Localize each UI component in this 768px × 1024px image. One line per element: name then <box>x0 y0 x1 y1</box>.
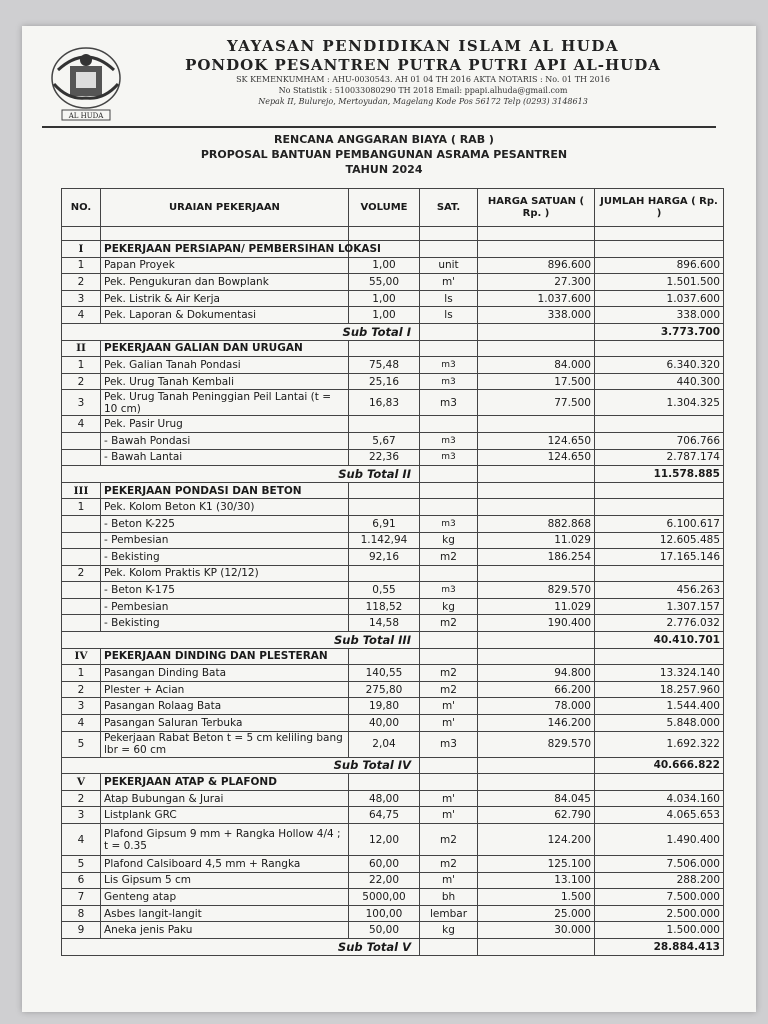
item-description: Pasangan Saluran Terbuka <box>101 715 349 732</box>
item-unit-price: 1.037.600 <box>478 290 595 307</box>
item-unit-price: 338.000 <box>478 307 595 324</box>
item-number: 2 <box>62 565 101 582</box>
item-volume: 275,80 <box>349 681 420 698</box>
item-total: 1.304.325 <box>595 390 724 416</box>
item-description: - Beton K-225 <box>101 515 349 532</box>
item-unit: m' <box>420 872 478 889</box>
section-row <box>62 241 724 258</box>
item-number: 4 <box>62 307 101 324</box>
item-description: Pek. Urug Tanah Kembali <box>101 373 349 390</box>
section-number: II <box>62 340 101 357</box>
empty-cell <box>420 632 478 649</box>
item-unit-price <box>478 416 595 433</box>
item-total: 2.500.000 <box>595 905 724 922</box>
item-description: Pek. Galian Tanah Pondasi <box>101 357 349 374</box>
table-body <box>62 241 724 956</box>
item-number <box>62 615 101 632</box>
table-row <box>62 449 724 466</box>
item-number: 7 <box>62 889 101 906</box>
item-number: 1 <box>62 357 101 374</box>
table-row <box>62 274 724 291</box>
title-year: TAHUN 2024 <box>345 163 423 176</box>
item-total: 440.300 <box>595 373 724 390</box>
item-unit-price: 124.200 <box>478 824 595 856</box>
subtotal-label: Sub Total IV <box>62 757 420 774</box>
item-number: 2 <box>62 274 101 291</box>
item-total: 4.034.160 <box>595 790 724 807</box>
table-row <box>62 615 724 632</box>
empty-cell <box>420 340 478 357</box>
empty-cell <box>349 340 420 357</box>
col-no: NO. <box>62 189 101 227</box>
empty-cell <box>595 648 724 665</box>
item-description: Pek. Kolom Praktis KP (12/12) <box>101 565 349 582</box>
empty-cell <box>478 938 595 955</box>
item-volume: 64,75 <box>349 807 420 824</box>
item-unit-price: 190.400 <box>478 615 595 632</box>
col-volume: VOLUME <box>349 189 420 227</box>
subtotal-row <box>62 938 724 955</box>
item-number <box>62 449 101 466</box>
item-volume <box>349 499 420 516</box>
item-number: 3 <box>62 290 101 307</box>
item-unit: m2 <box>420 856 478 873</box>
item-unit-price: 1.500 <box>478 889 595 906</box>
subtotal-value: 28.884.413 <box>595 938 724 955</box>
item-description: Pek. Pasir Urug <box>101 416 349 433</box>
item-volume: 22,00 <box>349 872 420 889</box>
empty-cell <box>478 340 595 357</box>
item-unit: m3 <box>420 582 478 599</box>
section-row <box>62 340 724 357</box>
item-unit: ls <box>420 290 478 307</box>
empty-cell <box>478 466 595 483</box>
item-volume: 25,16 <box>349 373 420 390</box>
item-description: - Bekisting <box>101 549 349 566</box>
item-unit-price: 829.570 <box>478 731 595 757</box>
item-total: 1.490.400 <box>595 824 724 856</box>
col-uraian: URAIAN PEKERJAAN <box>101 189 349 227</box>
table-row <box>62 416 724 433</box>
section-title: PEKERJAAN ATAP & PLAFOND <box>101 774 349 791</box>
item-unit: unit <box>420 257 478 274</box>
address: Nepak II, Bulurejo, Mertoyudan, Magelang Kode Pos 56172 Telp (0293) 3148613 <box>258 97 588 106</box>
empty-cell <box>478 323 595 340</box>
item-volume: 2,04 <box>349 731 420 757</box>
item-unit: m2 <box>420 615 478 632</box>
item-number: 8 <box>62 905 101 922</box>
section-row <box>62 482 724 499</box>
item-total: 5.848.000 <box>595 715 724 732</box>
item-unit: m3 <box>420 731 478 757</box>
item-total: 706.766 <box>595 432 724 449</box>
item-description: Asbes langit-langit <box>101 905 349 922</box>
subtotal-row <box>62 466 724 483</box>
item-number: 6 <box>62 872 101 889</box>
blank-row <box>62 227 724 241</box>
item-unit: m3 <box>420 449 478 466</box>
pesantren-logo-icon <box>48 40 124 126</box>
section-title: PEKERJAAN GALIAN DAN URUGAN <box>101 340 349 357</box>
empty-cell <box>420 323 478 340</box>
item-description: Pekerjaan Rabat Beton t = 5 cm keliling bang lbr = 60 cm <box>101 731 349 757</box>
item-description: Aneka jenis Paku <box>101 922 349 939</box>
subtotal-label: Sub Total III <box>62 632 420 649</box>
item-description: Lis Gipsum 5 cm <box>101 872 349 889</box>
empty-cell <box>420 648 478 665</box>
item-description: - Beton K-175 <box>101 582 349 599</box>
item-volume: 5000,00 <box>349 889 420 906</box>
item-volume: 1,00 <box>349 257 420 274</box>
empty-cell <box>478 757 595 774</box>
item-volume: 100,00 <box>349 905 420 922</box>
empty-cell <box>420 241 478 258</box>
item-number <box>62 549 101 566</box>
item-description: Pek. Kolom Beton K1 (30/30) <box>101 499 349 516</box>
item-number: 5 <box>62 856 101 873</box>
item-total: 7.506.000 <box>595 856 724 873</box>
item-volume: 60,00 <box>349 856 420 873</box>
empty-cell <box>420 482 478 499</box>
item-unit-price: 66.200 <box>478 681 595 698</box>
table-row <box>62 432 724 449</box>
item-number: 9 <box>62 922 101 939</box>
item-volume: 1,00 <box>349 290 420 307</box>
item-total: 6.100.617 <box>595 515 724 532</box>
item-volume: 19,80 <box>349 698 420 715</box>
table-row <box>62 582 724 599</box>
item-unit-price: 13.100 <box>478 872 595 889</box>
foundation-name: YAYASAN PENDIDIKAN ISLAM AL HUDA <box>226 37 620 55</box>
item-number: 3 <box>62 807 101 824</box>
item-unit: m' <box>420 698 478 715</box>
empty-cell <box>595 482 724 499</box>
item-volume: 1,00 <box>349 307 420 324</box>
item-description: Pek. Pengukuran dan Bowplank <box>101 274 349 291</box>
item-number: 3 <box>62 698 101 715</box>
item-unit-price: 77.500 <box>478 390 595 416</box>
item-unit: m2 <box>420 665 478 682</box>
letterhead <box>42 36 716 128</box>
item-description: Genteng atap <box>101 889 349 906</box>
item-description: Atap Bubungan & Jurai <box>101 790 349 807</box>
item-number: 5 <box>62 731 101 757</box>
table-row <box>62 532 724 549</box>
item-volume: 5,67 <box>349 432 420 449</box>
item-total: 1.037.600 <box>595 290 724 307</box>
item-description: Pasangan Rolaag Bata <box>101 698 349 715</box>
item-total: 338.000 <box>595 307 724 324</box>
item-volume: 55,00 <box>349 274 420 291</box>
empty-cell <box>420 757 478 774</box>
item-description: Pek. Urug Tanah Peninggian Peil Lantai (t = 10 cm) <box>101 390 349 416</box>
item-description: - Pembesian <box>101 532 349 549</box>
budget-table <box>61 188 724 956</box>
section-title: PEKERJAAN PERSIAPAN/ PEMBERSIHAN LOKASI <box>101 241 349 258</box>
item-unit: kg <box>420 532 478 549</box>
item-volume: 16,83 <box>349 390 420 416</box>
item-volume: 118,52 <box>349 598 420 615</box>
school-name: PONDOK PESANTREN PUTRA PUTRI API AL-HUDA <box>185 56 661 74</box>
item-unit-price: 882.868 <box>478 515 595 532</box>
item-unit: m' <box>420 807 478 824</box>
item-number <box>62 598 101 615</box>
item-unit-price: 30.000 <box>478 922 595 939</box>
subtotal-value: 11.578.885 <box>595 466 724 483</box>
item-total: 2.776.032 <box>595 615 724 632</box>
item-total: 288.200 <box>595 872 724 889</box>
item-unit-price: 186.254 <box>478 549 595 566</box>
item-total: 1.544.400 <box>595 698 724 715</box>
table-row <box>62 905 724 922</box>
item-unit: m2 <box>420 549 478 566</box>
item-total: 1.307.157 <box>595 598 724 615</box>
table-row <box>62 515 724 532</box>
item-number: 2 <box>62 373 101 390</box>
table-row <box>62 715 724 732</box>
item-unit-price: 84.045 <box>478 790 595 807</box>
subtotal-row <box>62 757 724 774</box>
table-row <box>62 499 724 516</box>
table-row <box>62 824 724 856</box>
item-description: Pek. Laporan & Dokumentasi <box>101 307 349 324</box>
document-titles <box>0 132 768 177</box>
section-number: III <box>62 482 101 499</box>
table-row <box>62 665 724 682</box>
item-volume <box>349 565 420 582</box>
item-unit: m3 <box>420 432 478 449</box>
item-number: 3 <box>62 390 101 416</box>
item-unit-price: 94.800 <box>478 665 595 682</box>
item-unit-price: 125.100 <box>478 856 595 873</box>
item-number <box>62 532 101 549</box>
item-unit <box>420 565 478 582</box>
empty-cell <box>420 466 478 483</box>
item-number: 1 <box>62 257 101 274</box>
item-number: 2 <box>62 681 101 698</box>
table-row <box>62 357 724 374</box>
table-row <box>62 790 724 807</box>
title-proposal: PROPOSAL BANTUAN PEMBANGUNAN ASRAMA PESANTREN <box>200 148 568 161</box>
item-unit-price: 78.000 <box>478 698 595 715</box>
subtotal-value: 40.666.822 <box>595 757 724 774</box>
col-sat: SAT. <box>420 189 478 227</box>
item-volume: 12,00 <box>349 824 420 856</box>
item-number: 4 <box>62 824 101 856</box>
item-volume: 22,36 <box>349 449 420 466</box>
item-unit: m3 <box>420 357 478 374</box>
item-total: 4.065.653 <box>595 807 724 824</box>
item-description: Listplank GRC <box>101 807 349 824</box>
item-total: 2.787.174 <box>595 449 724 466</box>
item-description: - Bawah Lantai <box>101 449 349 466</box>
item-volume: 92,16 <box>349 549 420 566</box>
logo-caption: AL HUDA <box>68 112 104 120</box>
item-unit: kg <box>420 598 478 615</box>
statistic-email: No Statistik : 510033080290 TH 2018 Email: ppapi.alhuda@gmail.com <box>278 86 568 95</box>
table-row <box>62 598 724 615</box>
item-unit: ls <box>420 307 478 324</box>
item-unit: m3 <box>420 390 478 416</box>
item-unit-price: 124.650 <box>478 449 595 466</box>
subtotal-row <box>62 323 724 340</box>
item-unit: m' <box>420 274 478 291</box>
item-total: 1.500.000 <box>595 922 724 939</box>
item-number: 4 <box>62 715 101 732</box>
section-number: I <box>62 241 101 258</box>
item-total: 13.324.140 <box>595 665 724 682</box>
title-rab: RENCANA ANGGARAN BIAYA ( RAB ) <box>274 133 494 146</box>
item-volume: 140,55 <box>349 665 420 682</box>
subtotal-row <box>62 632 724 649</box>
table-row <box>62 807 724 824</box>
item-total <box>595 499 724 516</box>
item-volume: 40,00 <box>349 715 420 732</box>
table-row <box>62 681 724 698</box>
col-harga: HARGA SATUAN ( Rp. ) <box>478 189 595 227</box>
item-unit: kg <box>420 922 478 939</box>
section-number: IV <box>62 648 101 665</box>
item-unit-price: 829.570 <box>478 582 595 599</box>
section-row <box>62 648 724 665</box>
item-volume: 50,00 <box>349 922 420 939</box>
item-number: 1 <box>62 665 101 682</box>
empty-cell <box>420 938 478 955</box>
item-unit-price: 27.300 <box>478 274 595 291</box>
empty-cell <box>349 482 420 499</box>
empty-cell <box>349 774 420 791</box>
item-volume: 75,48 <box>349 357 420 374</box>
section-title: PEKERJAAN DINDING DAN PLESTERAN <box>101 648 349 665</box>
table-row <box>62 390 724 416</box>
empty-cell <box>478 482 595 499</box>
item-volume: 1.142,94 <box>349 532 420 549</box>
item-total <box>595 416 724 433</box>
subtotal-label: Sub Total II <box>62 466 420 483</box>
item-volume <box>349 416 420 433</box>
empty-cell <box>420 774 478 791</box>
empty-cell <box>478 774 595 791</box>
empty-cell <box>478 648 595 665</box>
item-number <box>62 515 101 532</box>
table-row <box>62 565 724 582</box>
item-description: Papan Proyek <box>101 257 349 274</box>
item-total: 1.501.500 <box>595 274 724 291</box>
empty-cell <box>595 340 724 357</box>
subtotal-label: Sub Total V <box>62 938 420 955</box>
item-description: - Bekisting <box>101 615 349 632</box>
item-total: 7.500.000 <box>595 889 724 906</box>
item-total: 1.692.322 <box>595 731 724 757</box>
item-description: - Pembesian <box>101 598 349 615</box>
item-total: 6.340.320 <box>595 357 724 374</box>
table-row <box>62 889 724 906</box>
item-number: 1 <box>62 499 101 516</box>
item-unit: m' <box>420 790 478 807</box>
item-volume: 0,55 <box>349 582 420 599</box>
item-total: 17.165.146 <box>595 549 724 566</box>
table-row <box>62 257 724 274</box>
table-row <box>62 373 724 390</box>
table-header-row <box>62 189 724 227</box>
item-unit: m3 <box>420 515 478 532</box>
table-row <box>62 872 724 889</box>
empty-cell <box>349 648 420 665</box>
table-row <box>62 731 724 757</box>
item-unit <box>420 416 478 433</box>
item-number: 2 <box>62 790 101 807</box>
empty-cell <box>595 241 724 258</box>
item-unit-price: 11.029 <box>478 598 595 615</box>
empty-cell <box>478 241 595 258</box>
item-description: - Bawah Pondasi <box>101 432 349 449</box>
item-total: 12.605.485 <box>595 532 724 549</box>
item-unit: m' <box>420 715 478 732</box>
item-unit-price: 25.000 <box>478 905 595 922</box>
section-row <box>62 774 724 791</box>
item-unit-price: 84.000 <box>478 357 595 374</box>
item-unit-price <box>478 499 595 516</box>
table-row <box>62 290 724 307</box>
col-jumlah: JUMLAH HARGA ( Rp. ) <box>595 189 724 227</box>
item-number <box>62 582 101 599</box>
item-unit: lembar <box>420 905 478 922</box>
item-description: Plester + Acian <box>101 681 349 698</box>
legal-registration: SK KEMENKUMHAM : AHU-0030543. AH 01 04 TH 2016 AKTA NOTARIS : No. 01 TH 2016 <box>236 75 610 84</box>
item-unit <box>420 499 478 516</box>
item-unit-price: 62.790 <box>478 807 595 824</box>
table-row <box>62 549 724 566</box>
item-unit-price: 146.200 <box>478 715 595 732</box>
item-unit: m3 <box>420 373 478 390</box>
table-row <box>62 856 724 873</box>
item-unit-price: 896.600 <box>478 257 595 274</box>
item-volume: 14,58 <box>349 615 420 632</box>
item-unit: m2 <box>420 681 478 698</box>
item-number: 4 <box>62 416 101 433</box>
table-row <box>62 698 724 715</box>
item-total: 456.263 <box>595 582 724 599</box>
subtotal-value: 40.410.701 <box>595 632 724 649</box>
item-unit-price: 17.500 <box>478 373 595 390</box>
item-unit-price <box>478 565 595 582</box>
item-total: 18.257.960 <box>595 681 724 698</box>
item-total: 896.600 <box>595 257 724 274</box>
subtotal-label: Sub Total I <box>62 323 420 340</box>
item-description: Pasangan Dinding Bata <box>101 665 349 682</box>
item-description: Plafond Gipsum 9 mm + Rangka Hollow 4/4 ; t = 0.35 <box>101 824 349 856</box>
table-row <box>62 922 724 939</box>
empty-cell <box>595 774 724 791</box>
item-description: Plafond Calsiboard 4,5 mm + Rangka <box>101 856 349 873</box>
subtotal-value: 3.773.700 <box>595 323 724 340</box>
item-unit-price: 124.650 <box>478 432 595 449</box>
item-unit: m2 <box>420 824 478 856</box>
item-volume: 6,91 <box>349 515 420 532</box>
table-row <box>62 307 724 324</box>
item-description: Pek. Listrik & Air Kerja <box>101 290 349 307</box>
section-title: PEKERJAAN PONDASI DAN BETON <box>101 482 349 499</box>
item-number <box>62 432 101 449</box>
item-total <box>595 565 724 582</box>
empty-cell <box>478 632 595 649</box>
item-volume: 48,00 <box>349 790 420 807</box>
item-unit-price: 11.029 <box>478 532 595 549</box>
item-unit: bh <box>420 889 478 906</box>
section-number: V <box>62 774 101 791</box>
